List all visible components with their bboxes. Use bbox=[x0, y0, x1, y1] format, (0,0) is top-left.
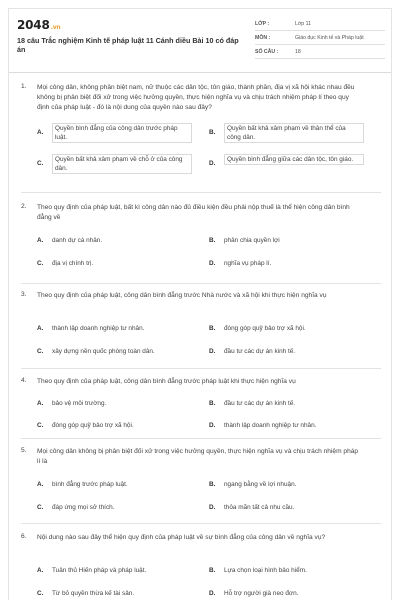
meta-value: Lớp 11 bbox=[295, 20, 311, 27]
document-title: 18 câu Trắc nghiệm Kinh tế pháp luật 11 Cánh diều Bài 10 có đáp án bbox=[17, 36, 239, 54]
option-text: xây dựng nền quốc phòng toàn dân. bbox=[52, 348, 155, 355]
meta-row-subject bbox=[255, 31, 385, 45]
option-text: thành lập doanh nghiệp tư nhân. bbox=[224, 422, 317, 429]
option-letter: C. bbox=[37, 260, 44, 267]
question-number: 4. bbox=[21, 377, 27, 384]
meta-label: LỚP : bbox=[255, 20, 270, 27]
option-letter: C. bbox=[37, 348, 44, 355]
option-letter: C. bbox=[37, 504, 44, 511]
option-letter: A. bbox=[37, 325, 44, 332]
question-divider bbox=[21, 523, 381, 524]
option-letter: B. bbox=[209, 481, 216, 488]
question-text: Theo quy định của pháp luật, công dân bình đẳng trước Nhà nước và xã hội khi thực hiện nghĩa vụ bbox=[37, 292, 327, 299]
option-letter: D. bbox=[209, 422, 216, 429]
option-text: thành lập doanh nghiệp tư nhân. bbox=[52, 325, 145, 332]
option-text: bảo vệ môi trường. bbox=[52, 400, 107, 407]
document-header bbox=[9, 9, 391, 73]
document-page bbox=[8, 8, 392, 600]
meta-row-count bbox=[255, 45, 385, 59]
option-letter: B. bbox=[209, 129, 216, 136]
meta-value: Giáo dục Kinh tế và Pháp luật bbox=[295, 34, 364, 41]
option-text: địa vị chính trị. bbox=[52, 260, 94, 267]
meta-label: MÔN : bbox=[255, 34, 271, 41]
option-text: Quyền bất khả xâm phạm về thân thể của công dân. bbox=[224, 123, 364, 143]
option-text: Hỗ trợ người già neo đơn. bbox=[224, 590, 299, 597]
question-text: Mọi công dân không bị phân biệt đối xử trong việc hưởng quyền, thực hiện nghĩa vụ và chịu trách nhiệm pháp lí là bbox=[37, 448, 359, 465]
option-letter: C. bbox=[37, 590, 44, 597]
option-c[interactable] bbox=[37, 154, 207, 174]
option-text: phân chia quyền lợi bbox=[224, 237, 280, 244]
option-letter: C. bbox=[37, 422, 44, 429]
option-letter: A. bbox=[37, 400, 44, 407]
option-letter: A. bbox=[37, 129, 44, 136]
question-divider bbox=[21, 283, 381, 284]
option-text: danh dự cá nhân. bbox=[52, 237, 103, 244]
option-letter: C. bbox=[37, 160, 44, 167]
option-letter: D. bbox=[209, 348, 216, 355]
option-text: Quyền bất khả xâm phạm về chỗ ở của công dân. bbox=[52, 154, 192, 174]
option-letter: B. bbox=[209, 567, 216, 574]
option-text: Từ bỏ quyền thừa kế tài sản. bbox=[52, 590, 135, 597]
question-text: Nội dung nào sau đây thể hiện quy định của pháp luật về sự bình đẳng của công dân về nghĩa vụ? bbox=[37, 534, 326, 541]
option-letter: B. bbox=[209, 237, 216, 244]
option-letter: D. bbox=[209, 590, 216, 597]
option-text: Tuân thủ Hiến pháp và pháp luật. bbox=[52, 567, 147, 574]
question-text: Mọi công dân, không phân biệt nam, nữ thuộc các dân tộc, tôn giáo, thành phần, địa vị xã hội khác nhau đều không bị phân biệt đối xử trong việc hưởng quyền, thực hiện nghĩa vụ và chịu trách nhiệm pháp lí theo quy định của pháp luật - đó là nội dung của quyền nào sau đây? bbox=[37, 84, 355, 111]
question-text: Theo quy định của pháp luật, công dân bình đẳng trước pháp luật khi thực hiện nghĩa vụ bbox=[37, 378, 296, 385]
option-text: đóng góp quỹ bảo trợ xã hội. bbox=[224, 325, 306, 332]
question-number: 6. bbox=[21, 533, 27, 540]
option-text: Lựa chọn loại hình bảo hiểm. bbox=[224, 567, 307, 574]
meta-label: SỐ CÂU : bbox=[255, 48, 279, 55]
option-text: nghĩa vụ pháp lí. bbox=[224, 260, 272, 267]
option-text: đóng góp quỹ bảo trợ xã hội. bbox=[52, 422, 134, 429]
option-letter: B. bbox=[209, 325, 216, 332]
question-divider bbox=[21, 192, 381, 193]
site-logo[interactable] bbox=[17, 18, 60, 32]
document-meta bbox=[255, 17, 385, 59]
option-text: bình đẳng trước pháp luật. bbox=[52, 481, 128, 488]
question-number: 3. bbox=[21, 291, 27, 298]
option-text: Quyền bình đẳng giữa các dân tộc, tôn giáo. bbox=[224, 154, 364, 165]
option-text: Quyền bình đẳng của công dân trước pháp luật. bbox=[52, 123, 192, 143]
question-text: Theo quy định của pháp luật, bất kì công dân nào đủ điều kiện đều phải nộp thuế là thể hiện công dân bình đẳng về bbox=[37, 204, 350, 221]
option-text: đáp ứng mọi sở thích. bbox=[52, 504, 115, 511]
option-letter: D. bbox=[209, 504, 216, 511]
option-letter: D. bbox=[209, 160, 216, 167]
question-divider bbox=[21, 368, 381, 369]
question-number: 2. bbox=[21, 203, 27, 210]
question-divider bbox=[21, 438, 381, 439]
option-text: đầu tư các dự án kinh tế. bbox=[224, 400, 296, 407]
option-letter: B. bbox=[209, 400, 216, 407]
meta-value: 18 bbox=[295, 48, 301, 55]
option-d[interactable] bbox=[209, 154, 379, 174]
option-letter: A. bbox=[37, 481, 44, 488]
logo-suffix: .vn bbox=[50, 24, 61, 31]
option-b[interactable] bbox=[209, 123, 379, 143]
option-letter: D. bbox=[209, 260, 216, 267]
option-text: ngang bằng về lợi nhuận. bbox=[224, 481, 297, 488]
option-text: đầu tư các dự án kinh tế. bbox=[224, 348, 296, 355]
option-text: thỏa mãn tất cả nhu cầu. bbox=[224, 504, 295, 511]
question-number: 1. bbox=[21, 83, 27, 90]
question-number: 5. bbox=[21, 447, 27, 454]
option-letter: A. bbox=[37, 567, 44, 574]
option-letter: A. bbox=[37, 237, 44, 244]
logo-text: 2048 bbox=[17, 18, 50, 32]
meta-row-class bbox=[255, 17, 385, 31]
option-a[interactable] bbox=[37, 123, 207, 143]
